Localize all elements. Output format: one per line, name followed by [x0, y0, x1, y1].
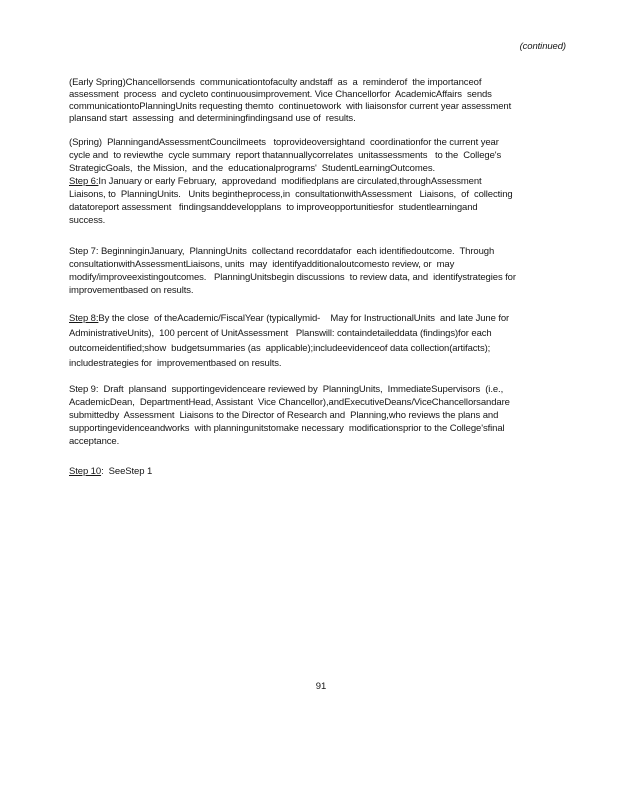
- paragraph-line: cycle and to reviewthe cycle summary report thatannuallycorrelates unitassessments to the College's: [69, 150, 502, 161]
- underlined-step-label: Step 10: [69, 466, 102, 477]
- paragraph-line: communicationtoPlanningUnits requesting themto continuetowork with liaisonsfor current year assessment: [69, 101, 512, 112]
- paragraph-line: Step 9: Draft plansand supportingevidenceare reviewed by PlanningUnits, ImmediateSupervisors (i.e.,: [69, 384, 504, 395]
- paragraph-line: (Spring) PlanningandAssessmentCouncilmeets toprovideoversightand coordinationfor the current year: [69, 137, 499, 148]
- paragraph-line: Step 6:In January or early February, approvedand modifiedplans are circulated,throughAssessment: [69, 176, 482, 187]
- paragraph-line: Liaisons, to PlanningUnits. Units begintheprocess,in consultationwithAssessment Liaisons, of collecting: [69, 189, 513, 200]
- paragraph: [69, 245, 571, 297]
- paragraph-line: StrategicGoals, the Mission, and the educationalprograms' StudentLearningOutcomes.: [69, 163, 436, 174]
- paragraph-line: modify/improveexistingoutcomes. PlanningUnitsbegin discussions to review data, and identifystrategies for: [69, 272, 516, 283]
- paragraph-line: Step 7: BeginninginJanuary, PlanningUnits collectand recorddatafor each identifiedoutcome. Through: [69, 246, 495, 257]
- continued-label: (continued): [519, 41, 566, 52]
- paragraph-line: outcomeidentified;show budgetsummaries (as applicable);includeevidenceof data collection(artifacts);: [69, 343, 491, 354]
- paragraph: [69, 311, 571, 371]
- underlined-step-label: Step 6:: [69, 176, 99, 187]
- paragraph-line: consultationwithAssessmentLiaisons, units may identifyadditionaloutcomesto review, or may: [69, 259, 455, 270]
- paragraph-line: acceptance.: [69, 436, 120, 447]
- paragraph-line: submittedby Assessment Liaisons to the Director of Research and Planning,who reviews the plans and: [69, 410, 499, 421]
- underlined-step-label: Step 8:: [69, 313, 99, 324]
- paragraph: [69, 136, 571, 227]
- paragraph-line: Step 8:By the close of theAcademic/FiscalYear (typicallymid- May for InstructionalUnits and late June for: [69, 313, 510, 324]
- paragraph-line: includestrategies for improvementbased on results.: [69, 358, 282, 369]
- paragraph-line: (Early Spring)Chancellorsends communicationtofaculty andstaff as a reminderof the importanceof: [69, 77, 482, 88]
- page-number: 91: [315, 681, 327, 692]
- paragraph-line: supportingevidenceandworks with planningunitstomake necessary modificationsprior to the College'sfinal: [69, 423, 505, 434]
- paragraph: [69, 466, 571, 478]
- paragraph-line: plansand start assessing and determiningfindingsand use of results.: [69, 113, 356, 124]
- paragraph-line: improvementbased on results.: [69, 285, 194, 296]
- paragraph-line: AcademicDean, DepartmentHead, Assistant Vice Chancellor),andExecutiveDeans/ViceChancellorsandare: [69, 397, 510, 408]
- paragraph-line: assessment process and cycleto continuousimprovement. Vice Chancellorfor AcademicAffairs sends: [69, 89, 492, 100]
- paragraph-line: Step 10: SeeStep 1: [69, 466, 153, 477]
- paragraph-line: success.: [69, 215, 106, 226]
- paragraph: [69, 77, 571, 125]
- body-paragraphs: [69, 77, 571, 478]
- paragraph-line: AdministrativeUnits), 100 percent of UnitAssessment Planswill: containdetaileddata (findings)for each: [69, 328, 492, 339]
- paragraph-line: datatoreport assessment findingsanddevelopplans to improveopportunitiesfor studentlearningand: [69, 202, 478, 213]
- paragraph: [69, 383, 571, 448]
